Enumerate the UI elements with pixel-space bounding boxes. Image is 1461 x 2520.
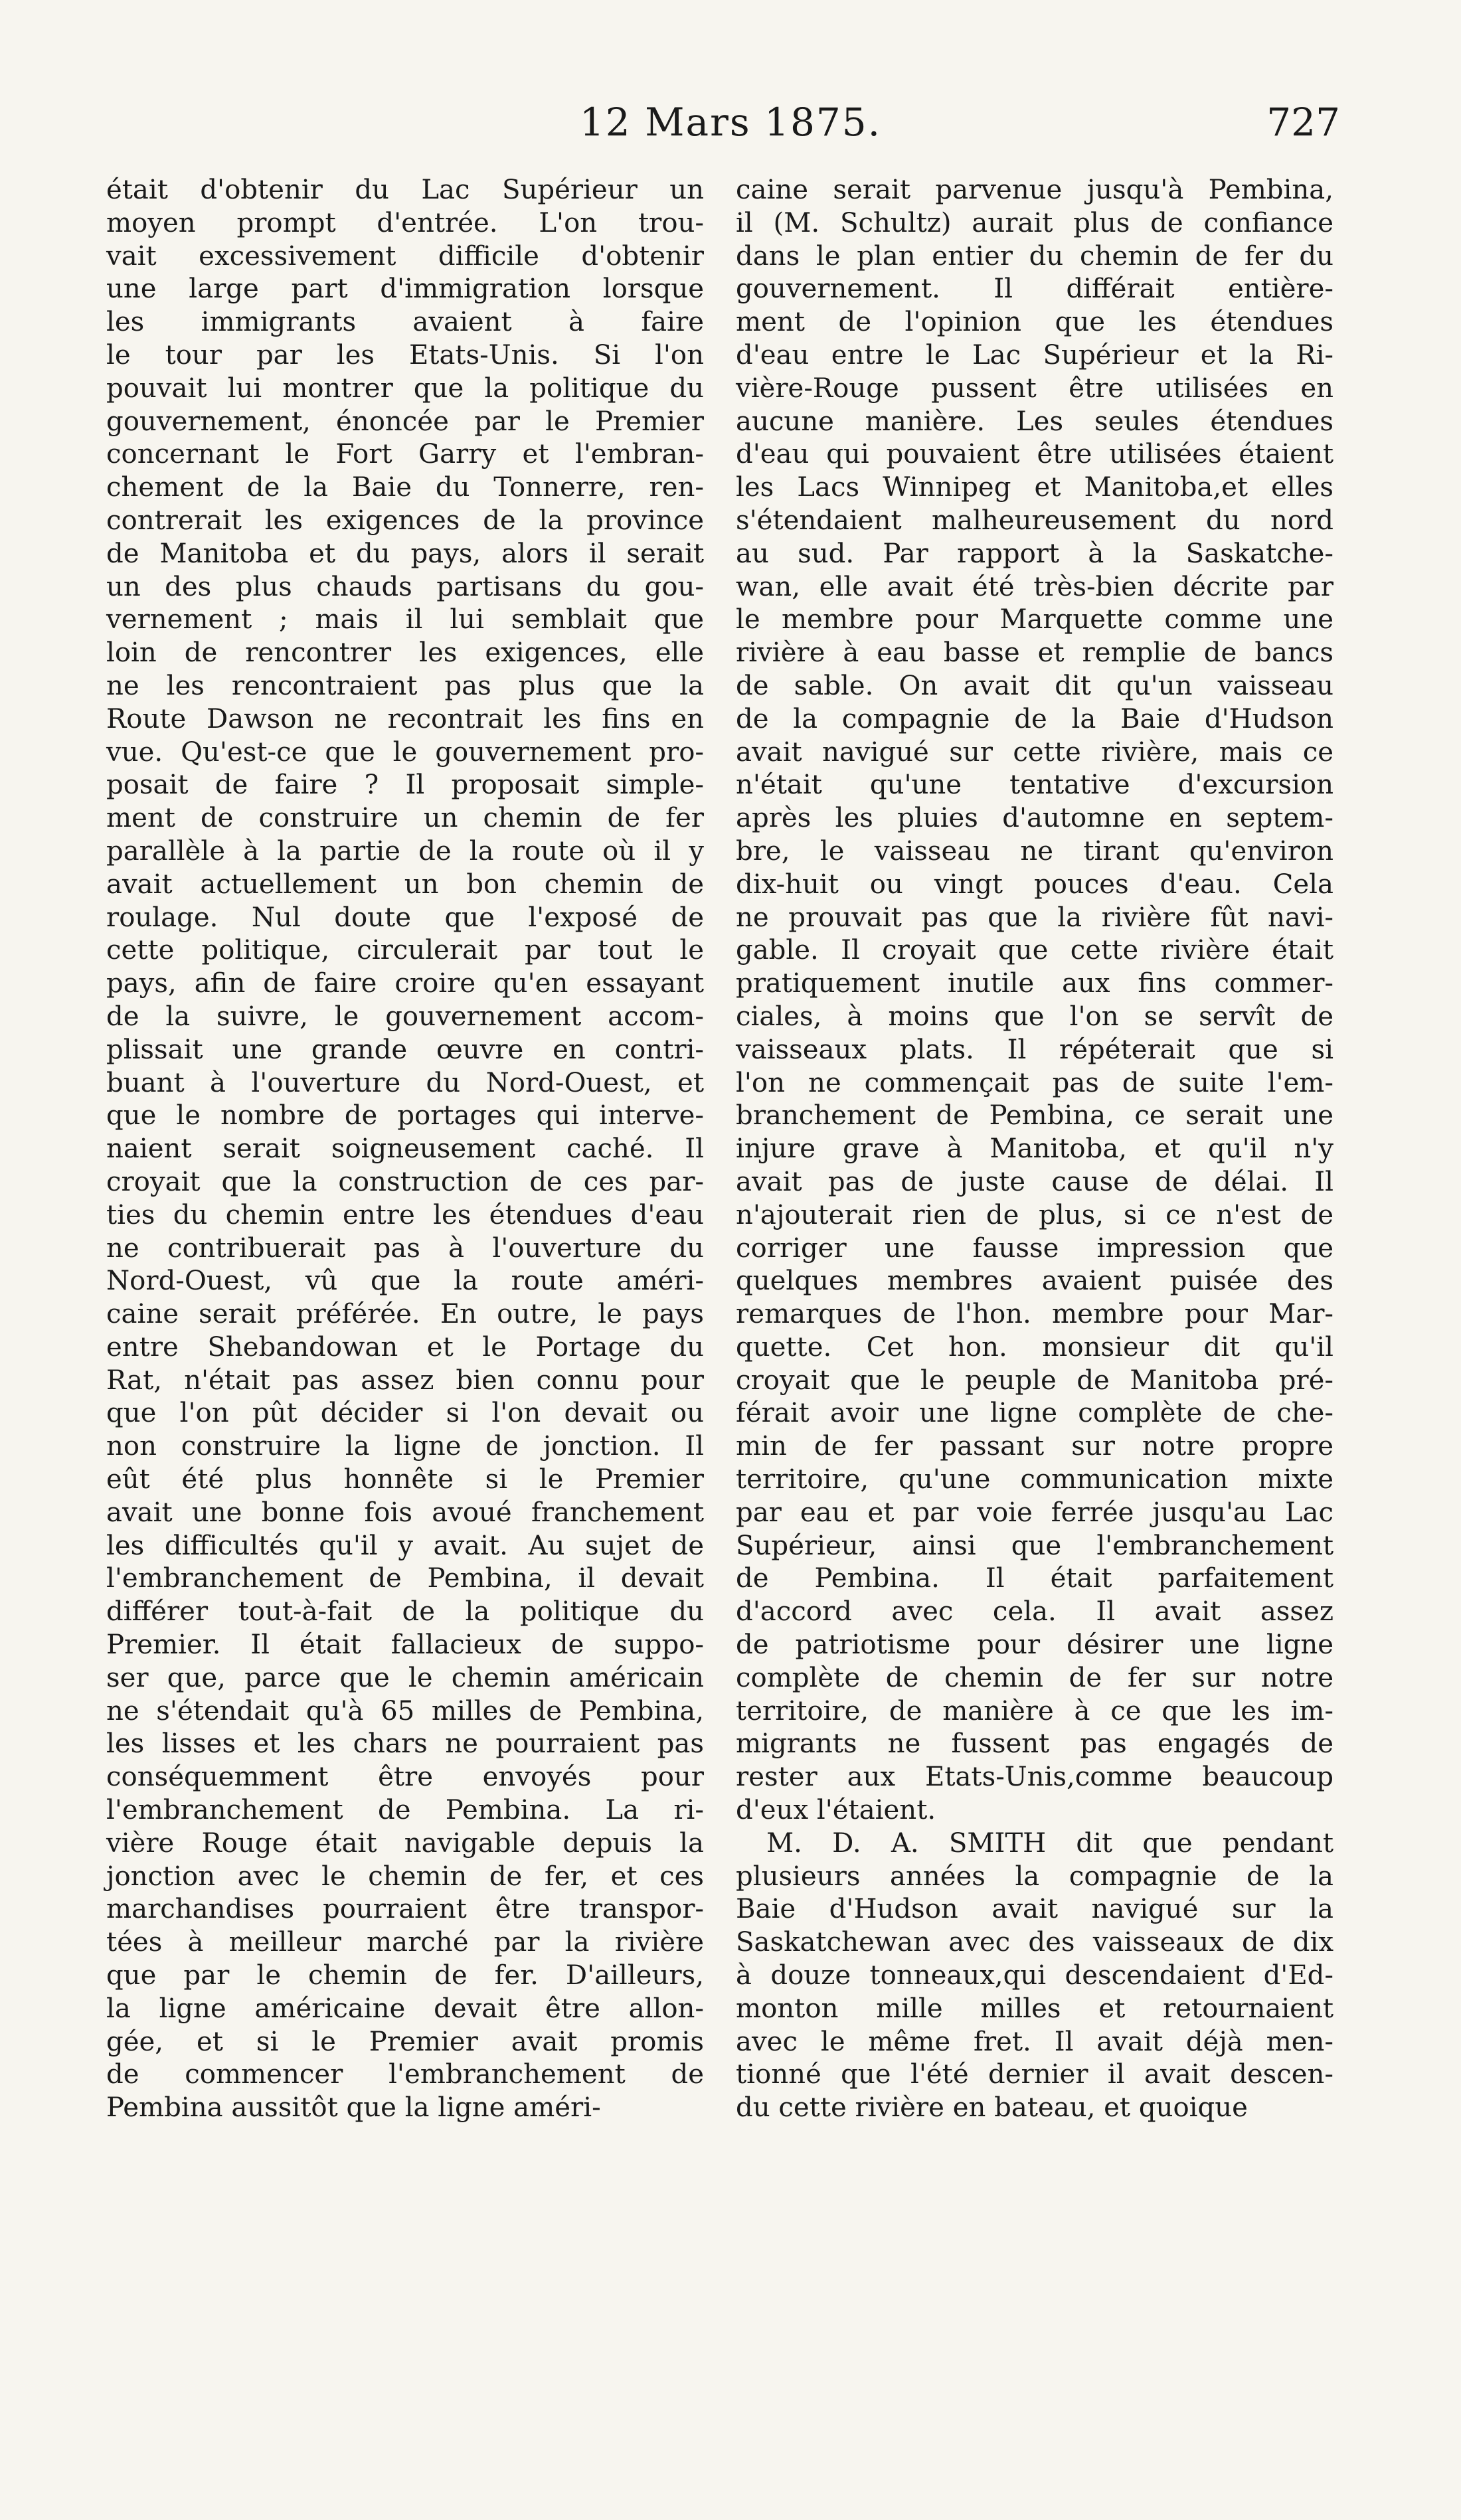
text-line: parallèle à la partie de la route où il y xyxy=(106,835,704,867)
text-line: rivière à eau basse et remplie de bancs xyxy=(736,637,1333,669)
text-line: que par le chemin de fer. D'ailleurs, xyxy=(106,1960,704,1991)
text-line: Baie d'Hudson avait navigué sur la xyxy=(736,1894,1333,1925)
text-line: posait de faire ? Il proposait simple- xyxy=(106,770,704,801)
text-line: le tour par les Etats-Unis. Si l'on xyxy=(106,339,704,371)
text-line: ne s'étendait qu'à 65 milles de Pembina, xyxy=(106,1695,704,1726)
text-line: ties du chemin entre les étendues d'eau xyxy=(106,1199,704,1230)
text-line: caine serait préférée. En outre, le pays xyxy=(106,1299,704,1330)
text-line: l'embranchement de Pembina, il devait xyxy=(106,1563,704,1594)
text-line: les lisses et les chars ne pourraient pas xyxy=(106,1728,704,1760)
text-line: jonction avec le chemin de fer, et ces xyxy=(106,1861,704,1892)
text-line: Nord-Ouest, vû que la route améri- xyxy=(106,1266,704,1297)
text-line: de patriotisme pour désirer une ligne xyxy=(736,1630,1333,1661)
text-line: tées à meilleur marché par la rivière xyxy=(106,1927,704,1958)
text-line: à douze tonneaux,qui descendaient d'Ed- xyxy=(736,1960,1333,1991)
text-line: d'eau entre le Lac Supérieur et la Ri- xyxy=(736,339,1333,371)
text-line: territoire, qu'une communication mixte xyxy=(736,1464,1333,1495)
text-line: vière Rouge était navigable depuis la xyxy=(106,1827,704,1859)
page-number: 727 xyxy=(1266,100,1340,145)
text-line: aucune manière. Les seules étendues xyxy=(736,406,1333,437)
text-line: Saskatchewan avec des vaisseaux de dix xyxy=(736,1927,1333,1958)
text-line: du cette rivière en bateau, et quoique xyxy=(736,2092,1248,2124)
text-line: férait avoir une ligne complète de che- xyxy=(736,1398,1333,1429)
text-line: pouvait lui montrer que la politique du xyxy=(106,373,704,404)
text-line: au sud. Par rapport à la Saskatche- xyxy=(736,538,1333,569)
text-line: était d'obtenir du Lac Supérieur un xyxy=(106,175,704,205)
text-line: caine serait parvenue jusqu'à Pembina, xyxy=(736,175,1333,205)
text-line: ment de construire un chemin de fer xyxy=(106,803,704,834)
text-line: chement de la Baie du Tonnerre, ren- xyxy=(106,472,704,503)
text-line: n'était qu'une tentative d'excursion xyxy=(736,770,1333,801)
text-line: s'étendaient malheureusement du nord xyxy=(736,505,1333,536)
text-line: rester aux Etats-Unis,comme beaucoup xyxy=(736,1762,1333,1793)
text-line: ment de l'opinion que les étendues xyxy=(736,307,1333,338)
text-line: quette. Cet hon. monsieur dit qu'il xyxy=(736,1331,1333,1363)
text-line: plissait une grande œuvre en contri- xyxy=(106,1034,704,1065)
text-line: d'accord avec cela. Il avait assez xyxy=(736,1596,1333,1628)
text-line: de la compagnie de la Baie d'Hudson xyxy=(736,703,1333,734)
text-line: loin de rencontrer les exigences, elle xyxy=(106,637,704,669)
text-line: roulage. Nul doute que l'exposé de xyxy=(106,902,704,933)
text-line: croyait que le peuple de Manitoba pré- xyxy=(736,1365,1333,1396)
text-line: plusieurs années la compagnie de la xyxy=(736,1861,1333,1892)
text-line: pratiquement inutile aux fins commer- xyxy=(736,968,1333,999)
text-line: min de fer passant sur notre propre xyxy=(736,1431,1333,1462)
text-line: Route Dawson ne recontrait les fins en xyxy=(106,703,704,734)
text-line: conséquemment être envoyés pour xyxy=(106,1762,704,1793)
text-line: que l'on pût décider si l'on devait ou xyxy=(106,1398,704,1429)
text-line: ne les rencontraient pas plus que la xyxy=(106,670,704,701)
text-line: cette politique, circulerait par tout le xyxy=(106,935,704,966)
text-line: après les pluies d'automne en septem- xyxy=(736,803,1333,834)
text-line: vue. Qu'est-ce que le gouvernement pro- xyxy=(106,736,704,768)
text-line: moyen prompt d'entrée. L'on trou- xyxy=(106,207,704,238)
text-line: ne prouvait pas que la rivière fût navi- xyxy=(736,902,1333,933)
text-line: ne contribuerait pas à l'ouverture du xyxy=(106,1232,704,1264)
text-line: la ligne américaine devait être allon- xyxy=(106,1993,704,2024)
text-line: d'eux l'étaient. xyxy=(736,1795,936,1826)
text-line: eût été plus honnête si le Premier xyxy=(106,1464,704,1495)
text-line: que le nombre de portages qui interve- xyxy=(106,1100,704,1132)
text-line: n'ajouterait rien de plus, si ce n'est de xyxy=(736,1199,1333,1230)
text-line: concernant le Fort Garry et l'embran- xyxy=(106,439,704,470)
text-line: naient serait soigneusement caché. Il xyxy=(106,1134,704,1165)
text-line: différer tout-à-fait de la politique du xyxy=(106,1596,704,1628)
text-line: dans le plan entier du chemin de fer du xyxy=(736,240,1333,272)
text-line: pays, afin de faire croire qu'en essayant xyxy=(106,968,704,999)
text-line: dix-huit ou vingt pouces d'eau. Cela xyxy=(736,869,1333,900)
text-line: corriger une fausse impression que xyxy=(736,1232,1333,1264)
text-line: l'on ne commençait pas de suite l'em- xyxy=(736,1067,1333,1098)
text-line: les immigrants avaient à faire xyxy=(106,307,704,338)
text-line: de Manitoba et du pays, alors il serait xyxy=(106,538,704,569)
text-line: avec le même fret. Il avait déjà men- xyxy=(736,2026,1333,2057)
text-line: croyait que la construction de ces par- xyxy=(106,1166,704,1197)
text-line: de commencer l'embranchement de xyxy=(106,2059,704,2090)
text-line: remarques de l'hon. membre pour Mar- xyxy=(736,1299,1333,1330)
right-text-column xyxy=(736,174,1333,2125)
text-line: vière-Rouge pussent être utilisées en xyxy=(736,373,1333,404)
text-line: d'eau qui pouvaient être utilisées étaient xyxy=(736,439,1333,470)
text-line: avait une bonne fois avoué franchement xyxy=(106,1497,704,1528)
text-line: ciales, à moins que l'on se servît de xyxy=(736,1001,1333,1032)
text-line: par eau et par voie ferrée jusqu'au Lac xyxy=(736,1497,1333,1528)
text-line: Rat, n'était pas assez bien connu pour xyxy=(106,1365,704,1396)
text-line: une large part d'immigration lorsque xyxy=(106,274,704,305)
text-line: entre Shebandowan et le Portage du xyxy=(106,1331,704,1363)
text-line: tionné que l'été dernier il avait descen- xyxy=(736,2059,1333,2090)
text-line: Supérieur, ainsi que l'embranchement xyxy=(736,1530,1333,1561)
text-line: les Lacs Winnipeg et Manitoba,et elles xyxy=(736,472,1333,503)
text-line: gée, et si le Premier avait promis xyxy=(106,2026,704,2057)
text-line: Premier. Il était fallacieux de suppo- xyxy=(106,1630,704,1661)
text-line: le membre pour Marquette comme une xyxy=(736,604,1333,635)
text-line: de sable. On avait dit qu'un vaisseau xyxy=(736,670,1333,701)
text-line: avait pas de juste cause de délai. Il xyxy=(736,1166,1333,1197)
text-line: territoire, de manière à ce que les im- xyxy=(736,1695,1333,1726)
text-line: ser que, parce que le chemin américain xyxy=(106,1662,704,1693)
text-line: branchement de Pembina, ce serait une xyxy=(736,1100,1333,1132)
text-line: quelques membres avaient puisée des xyxy=(736,1266,1333,1297)
page-header xyxy=(106,100,1355,153)
text-line: marchandises pourraient être transpor- xyxy=(106,1894,704,1925)
text-line: de Pembina. Il était parfaitement xyxy=(736,1563,1333,1594)
page-date: 12 Mars 1875. xyxy=(579,100,882,145)
text-line: monton mille milles et retournaient xyxy=(736,1993,1333,2024)
text-line: les difficultés qu'il y avait. Au sujet de xyxy=(106,1530,704,1561)
text-line: buant à l'ouverture du Nord-Ouest, et xyxy=(106,1067,704,1098)
text-line: vait excessivement difficile d'obtenir xyxy=(106,240,704,272)
text-line: un des plus chauds partisans du gou- xyxy=(106,571,704,602)
text-line: Pembina aussitôt que la ligne améri- xyxy=(106,2092,601,2124)
left-text-column xyxy=(106,174,704,2125)
text-line: avait navigué sur cette rivière, mais ce xyxy=(736,736,1333,768)
text-line: wan, elle avait été très-bien décrite par xyxy=(736,571,1333,602)
text-line: l'embranchement de Pembina. La ri- xyxy=(106,1795,704,1826)
text-line: complète de chemin de fer sur notre xyxy=(736,1662,1333,1693)
text-line: vaisseaux plats. Il répéterait que si xyxy=(736,1034,1333,1065)
text-line: avait actuellement un bon chemin de xyxy=(106,869,704,900)
text-line: gable. Il croyait que cette rivière était xyxy=(736,935,1333,966)
text-line: migrants ne fussent pas engagés de xyxy=(736,1728,1333,1760)
text-line: gouvernement, énoncée par le Premier xyxy=(106,406,704,437)
text-line: injure grave à Manitoba, et qu'il n'y xyxy=(736,1134,1333,1165)
text-line: gouvernement. Il différait entière- xyxy=(736,274,1333,305)
text-line: contrerait les exigences de la province xyxy=(106,505,704,536)
text-line: vernement ; mais il lui semblait que xyxy=(106,604,704,635)
text-line: non construire la ligne de jonction. Il xyxy=(106,1431,704,1462)
text-line: de la suivre, le gouvernement accom- xyxy=(106,1001,704,1032)
text-line: bre, le vaisseau ne tirant qu'environ xyxy=(736,835,1333,867)
text-line: M. D. A. SMITH dit que pendant xyxy=(766,1827,1333,1859)
text-line: il (M. Schultz) aurait plus de confiance xyxy=(736,207,1333,238)
